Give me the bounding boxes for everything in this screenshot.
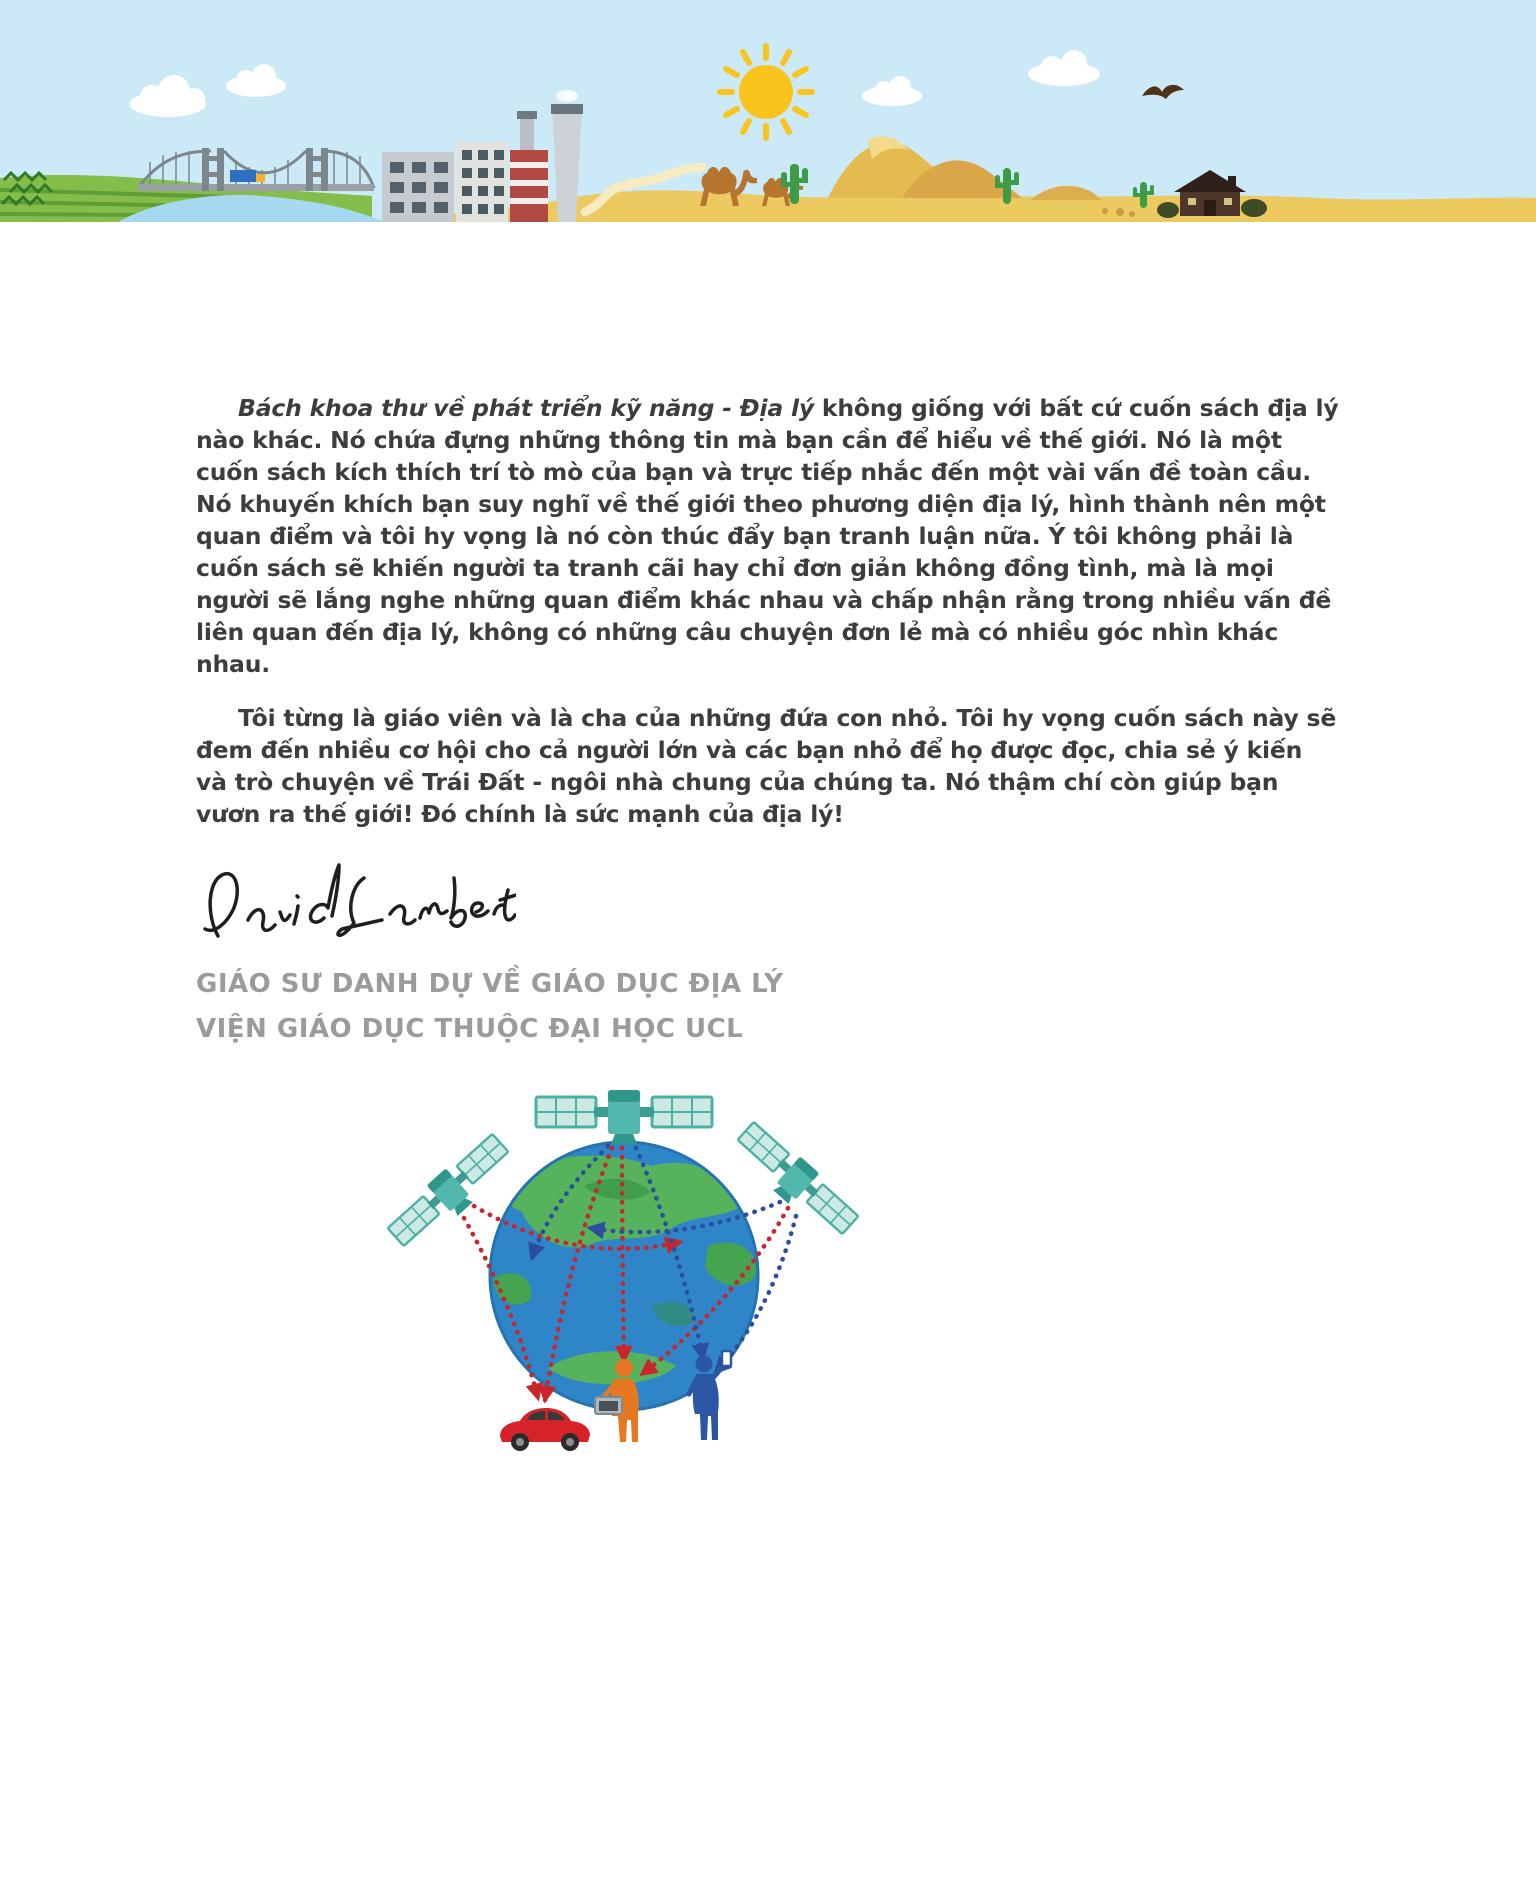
truck-icon — [230, 170, 256, 182]
signature-svg — [196, 856, 516, 956]
book-title-emphasis: Bách khoa thư về phát triển kỹ năng - Địa lý — [238, 394, 814, 422]
satellite-icon — [536, 1090, 712, 1144]
satellites-globe-illustration — [352, 1066, 892, 1476]
author-credits — [196, 962, 1536, 1052]
phone-icon — [722, 1351, 731, 1366]
satellites-globe-svg — [352, 1066, 892, 1476]
credit-line-2: VIỆN GIÁO DỤC THUỘC ĐẠI HỌC UCL — [196, 1014, 744, 1044]
foreword-paragraph-2: Tôi từng là giáo viên và là cha của những đứa con nhỏ. Tôi hy vọng cuốn sách này sẽ đem đến nhiều cơ hội cho cả người lớn và các bạn nhỏ để họ được đọc, chia sẻ ý kiến và trò chuyện về Trái Đất - ngôi nhà chung của chúng ta. Nó thậm chí còn giúp bạn vươn ra thế giới! Đó chính là sức mạnh của địa lý! — [196, 704, 1337, 828]
foreword-paragraph-1-text: không giống với bất cứ cuốn sách địa lý nào khác. Nó chứa đựng những thông tin mà bạn cần để hiểu về thế giới. Nó là một cuốn sách kích thích trí tò mò của bạn và trực tiếp nhắc đến một vài vấn đề toàn cầu. Nó khuyến khích bạn suy nghĩ về thế giới theo phương diện địa lý, hình thành nên một quan điểm và tôi hy vọng là nó còn thúc đẩy bạn tranh luận nữa. Ý tôi không phải là cuốn sách sẽ khiến người ta tranh cãi hay chỉ đơn giản không đồng tình, mà là mọi người sẽ lắng nghe những quan điểm khác nhau và chấp nhận rằng trong nhiều vấn đề liên quan đến địa lý, không có những câu chuyện đơn lẻ mà có nhiều góc nhìn khác nhau. — [196, 394, 1339, 678]
header-landscape-svg — [0, 0, 1536, 228]
car-icon — [500, 1408, 590, 1451]
foreword-text — [196, 392, 1340, 830]
page-content — [0, 228, 1536, 1476]
header-landscape-illustration — [0, 0, 1536, 228]
credit-line-1: GIÁO SƯ DANH DỰ VỀ GIÁO DỤC ĐỊA LÝ — [196, 969, 784, 999]
smoke — [556, 90, 578, 102]
foreword-paragraph-1 — [196, 392, 1340, 680]
signature — [196, 856, 516, 956]
